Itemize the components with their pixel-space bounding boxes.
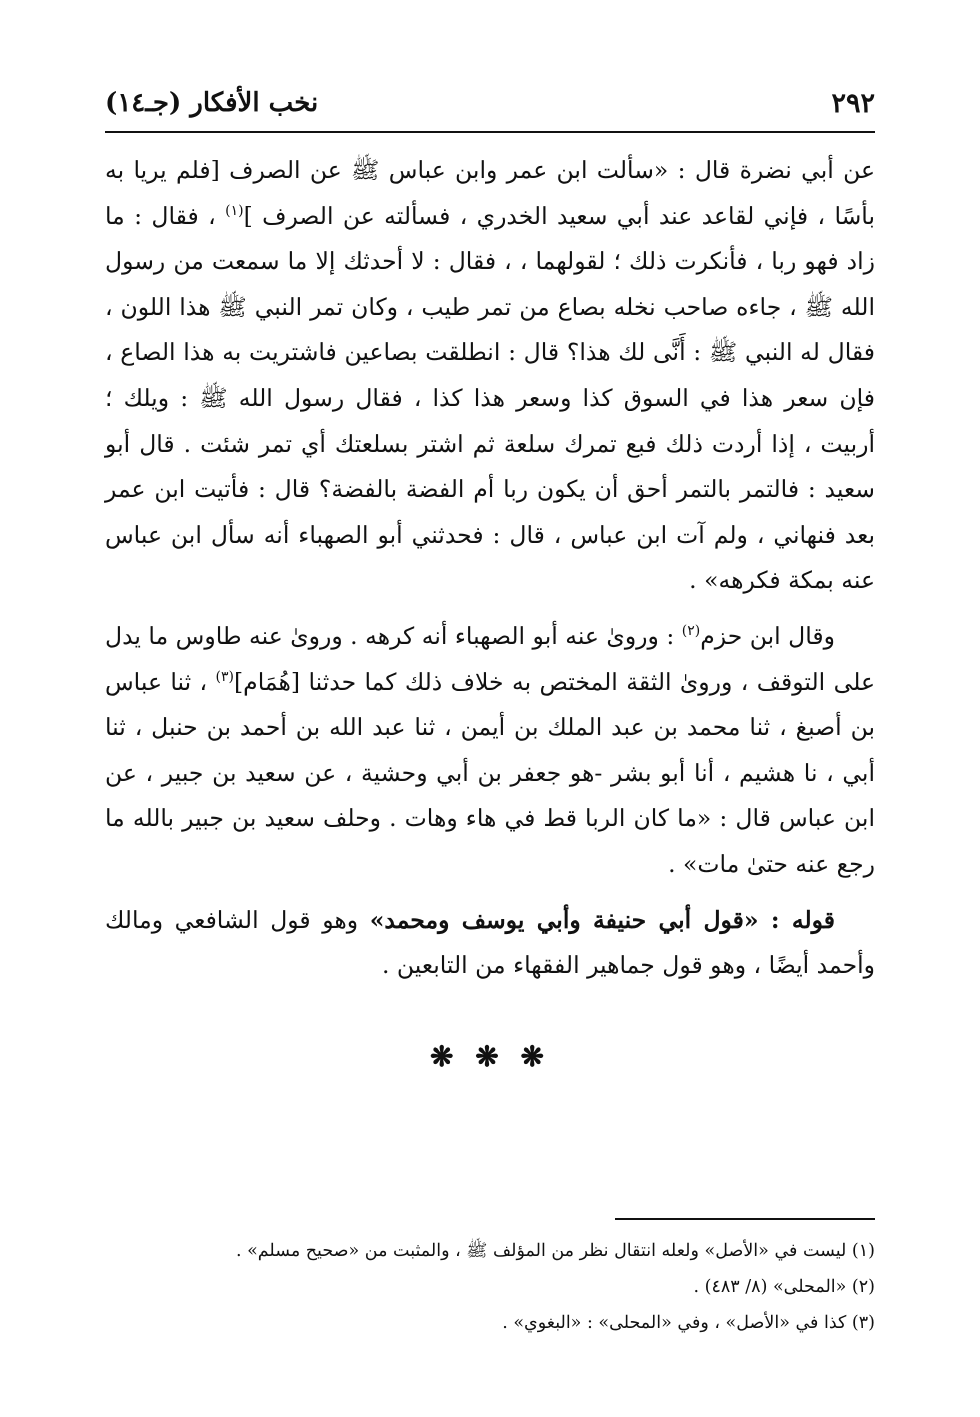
paragraph-text: ، ثنا عباس بن أصبغ ، ثنا محمد بن عبد الملك بن أيمن ، ثنا عبد الله بن أحمد بن حنبل ، ثنا أبي ، نا هشيم ، أنا أبو بشر -هو جعفر بن أبي وحشية ، عن سعيد بن جبير ، عن ابن عباس قال : «ما كان الربا قط في هاء وهات . وحلف سعيد بن جبير بالله ما رجع عنه حتىٰ مات» . <box>105 667 875 878</box>
paragraph-text: : وروىٰ عنه أبو الصهباء أنه كرهه . وروىٰ عنه طاوس ما يدل على التوقف ، وروىٰ الثقة المختص به خلاف ذلك كما حدثنا [هُمَام] <box>105 621 876 696</box>
footnote-ref-3: (٣) <box>215 668 235 685</box>
paragraph-text: وقال ابن حزم <box>700 621 835 650</box>
paragraph-ibn-hazm <box>105 614 875 888</box>
book-title: نخب الأفكار (جـ١٤) <box>105 88 319 118</box>
header-rule <box>105 131 875 133</box>
paragraph-text: ، فقال : ما زاد فهو ربا ، فأنكرت ذلك ؛ لقولهما ، ، فقال : لا أحدثك إلا ما سمعت من رسول الله ﷺ ، جاءه صاحب نخله بصاع من تمر طيب ، وكان تمر النبي ﷺ هذا اللون ، فقال له النبي ﷺ : أَنَّى لك هذا؟ قال : انطلقت بصاعين فاشتريت به هذا الصاع ، فإن سعر هذا في السوق كذا وسعر هذا كذا ، فقال رسول الله ﷺ : ويلك ؛ أربيت ، إذا أردت ذلك فبع تمرك سلعة ثم اشتر بسلعتك أي تمر شئت . قال أبو سعيد : فالتمر بالتمر أحق أن يكون ربا أم الفضة بالفضة؟ قال : فأتيت ابن عمر بعد فنهاني ، ولم آت ابن عباس ، قال : فحدثني أبو الصهباء أنه سأل ابن عباس عنه بمكة فكرهه» . <box>105 201 875 595</box>
paragraph-text: وهو قول الشافعي ومالك وأحمد أيضًا ، وهو قول جماهير الفقهاء من التابعين . <box>105 905 875 980</box>
page-number: ٢٩٢ <box>831 88 875 119</box>
footnotes <box>105 1233 875 1341</box>
section-separator: ❋ ❋ ❋ <box>430 1040 550 1073</box>
main-text <box>105 148 875 989</box>
page-header <box>105 84 875 134</box>
footnote-3: (٣) كذا في «الأصل» ، وفي «المحلى» : «البغوي» . <box>502 1313 875 1333</box>
footnote-ref-1: (١) <box>225 202 244 219</box>
paragraph-hadith <box>105 148 875 604</box>
footnote-1: (١) ليست في «الأصل» ولعله انتقال نظر من المؤلف ﷺ ، والمثبت من «صحيح مسلم» . <box>235 1241 875 1261</box>
footnote-rule <box>615 1218 875 1220</box>
paragraph-commentary <box>105 898 875 989</box>
quoted-lemma: قوله : «قول أبي حنيفة وأبي يوسف ومحمد» <box>369 905 835 934</box>
footnote-2: (٢) «المحلى» (٨/ ٤٨٣) . <box>693 1277 875 1297</box>
paragraph-text: عن أبي نضرة قال : «سألت ابن عمر وابن عباس ﷺ عن الصرف [فلم يريا به بأسًا ، فإني لقاعد عند أبي سعيد الخدري ، فسألته عن الصرف ] <box>105 156 875 230</box>
footnote-ref-2: (٢) <box>681 623 701 640</box>
